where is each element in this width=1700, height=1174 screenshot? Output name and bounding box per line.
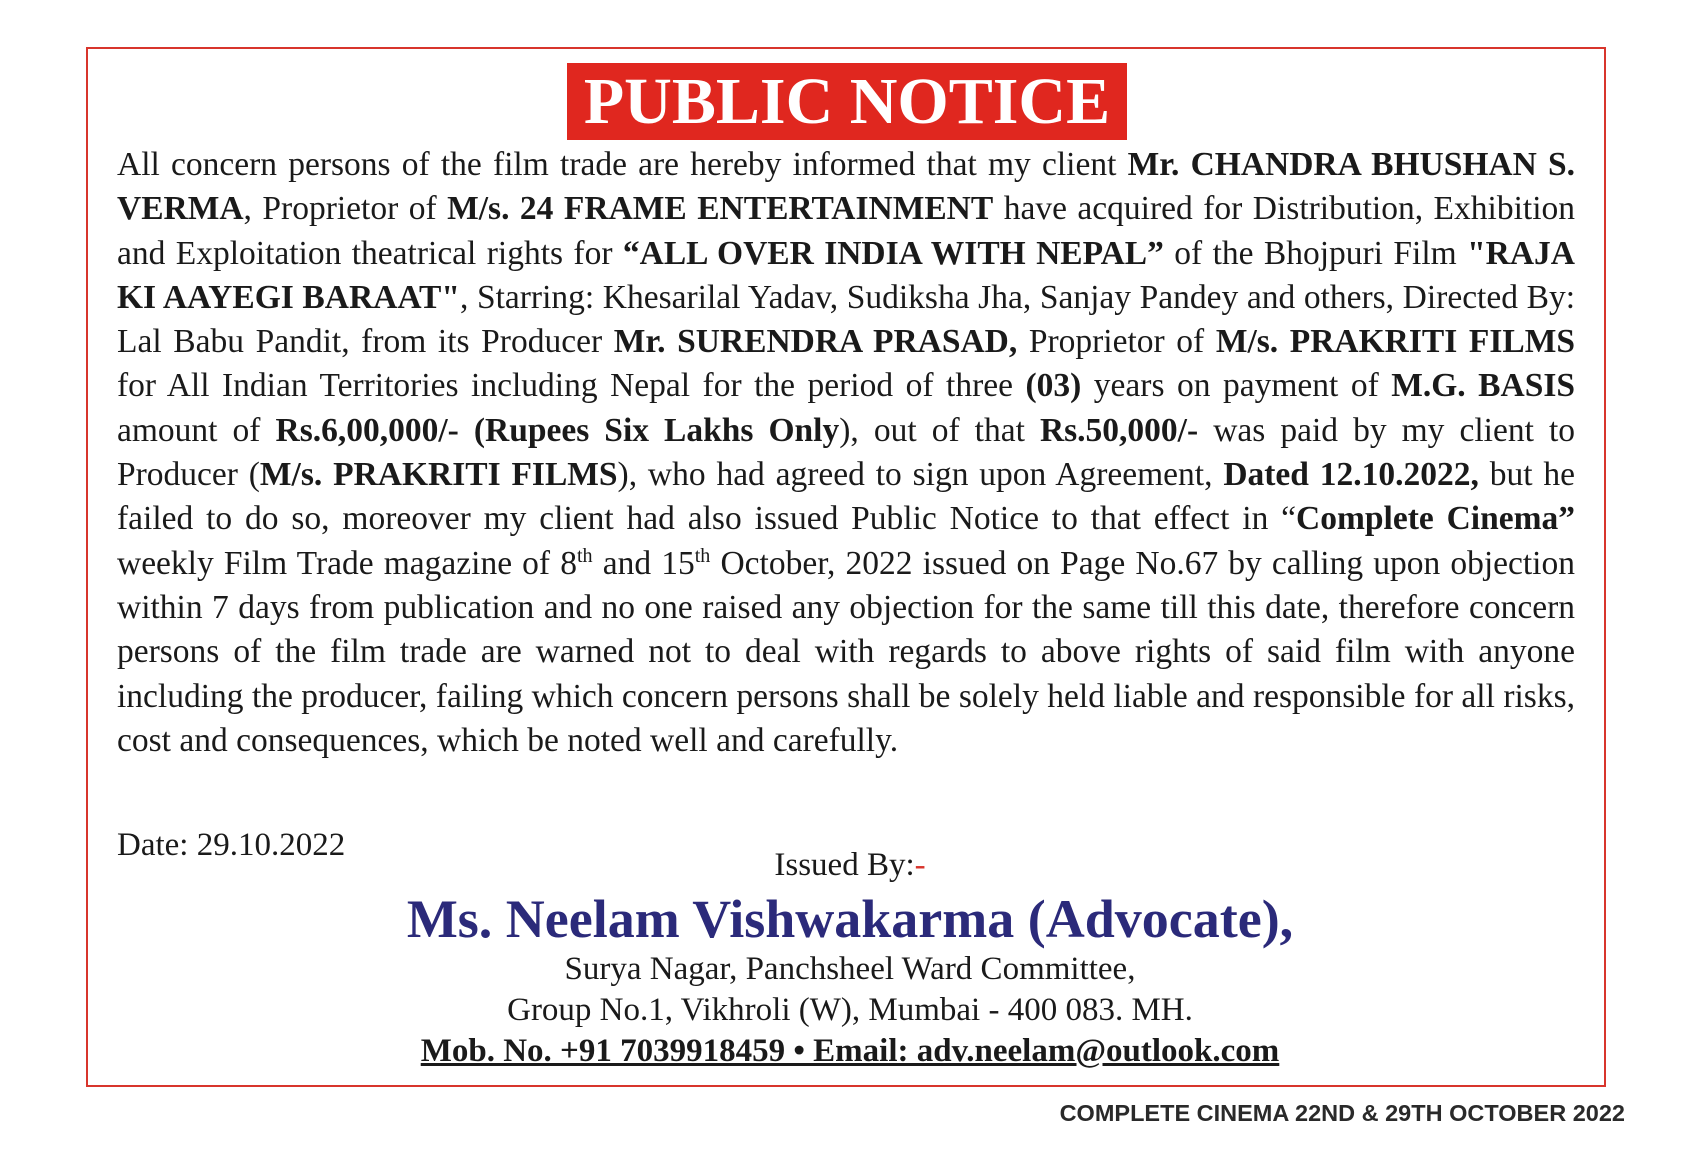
advocate-name: [0, 886, 1700, 952]
rights-territory: “ALL OVER INDIA WITH NEPAL”: [622, 234, 1164, 272]
advocate-name-text: Ms. Neelam Vishwakarma (Advocate): [406, 889, 1280, 949]
body-text-segment: October, 2022 issued on Page No.67 by calling upon objection within 7 days from publication and no one raised any objection for the same till this date, therefore concern persons of the film trade are warned not to deal with regards to above rights of said film with anyone including the producer, failing which concern persons shall be solely held liable and responsible for all risks, cost and consequences, which be noted well and carefully.: [117, 544, 1575, 759]
address-line-2: Group No.1, Vikhroli (W), Mumbai - 400 083. MH.: [507, 992, 1193, 1028]
advocate-name-comma: ,: [1279, 889, 1294, 949]
publication-credit: COMPLETE CINEMA 22ND & 29TH OCTOBER 2022: [1059, 1100, 1625, 1126]
body-text-segment: All concern persons of the film trade are hereby informed that my client: [117, 146, 1128, 183]
producer-company: M/s. PRAKRITI FILMS: [1215, 323, 1575, 361]
contact-details: Mob. No. +91 7039918459 • Email: adv.neelam@outlook.com: [420, 1033, 1280, 1069]
body-text-segment: of the Bhojpuri Film: [1163, 234, 1468, 272]
ordinal-suffix: th: [576, 544, 593, 567]
body-text-segment: Proprietor of: [1017, 323, 1216, 361]
issued-by-text: Issued By:: [774, 847, 915, 883]
producer-company-ref: M/s. PRAKRITI FILMS: [259, 456, 618, 494]
body-text-segment: have acquired for Distribution, Exhibition and Exploitation theatrical rights for: [117, 190, 1576, 272]
client-name: Mr. CHANDRA BHUSHAN S. VERMA: [117, 146, 1576, 228]
notice-body: [117, 143, 1575, 763]
notice-title: PUBLIC NOTICE: [567, 63, 1127, 140]
notice-date: Date: 29.10.2022: [117, 827, 346, 863]
ordinal-suffix: th: [694, 544, 711, 567]
period-years: (03): [1025, 367, 1082, 405]
magazine-name: Complete Cinema”: [1296, 500, 1575, 538]
body-text-segment: years on payment of: [1081, 367, 1392, 405]
total-amount: Rs.6,00,000/- (Rupees Six Lakhs Only: [275, 411, 840, 449]
address-line-1: Surya Nagar, Panchsheel Ward Committee,: [564, 951, 1136, 987]
body-text-segment: ), who had agreed to sign upon Agreement,: [617, 456, 1224, 494]
body-text-segment: for All Indian Territories including Nepal for the period of three: [117, 367, 1026, 405]
body-text-segment: weekly Film Trade magazine of 8: [117, 544, 577, 582]
body-text-segment: but he failed to do so, moreover my client had also issued Public Notice to that effect in “: [117, 456, 1575, 538]
issued-by-dash: -: [914, 847, 926, 883]
body-text-segment: amount of: [117, 411, 276, 449]
body-text-segment: , Starring: Khesarilal Yadav, Sudiksha Jha, Sanjay Pandey and others, Directed By: Lal Babu Pandit, from its Producer: [117, 278, 1575, 361]
paid-amount: Rs.50,000/-: [1039, 411, 1199, 449]
body-text-segment: and 15: [592, 544, 695, 582]
payment-basis: M.G. BASIS: [1391, 367, 1575, 405]
producer-name: Mr. SURENDRA PRASAD,: [613, 323, 1018, 361]
agreement-date: Dated 12.10.2022,: [1223, 456, 1479, 494]
body-text-segment: was paid by my client to Producer (: [117, 411, 1576, 494]
film-title: "RAJA KI AAYEGI BARAAT": [117, 234, 1575, 316]
body-text-segment: , Proprietor of: [243, 190, 448, 228]
issued-by-label: [0, 845, 1700, 885]
client-company: M/s. 24 FRAME ENTERTAINMENT: [447, 190, 994, 228]
body-text-segment: ), out of that: [839, 411, 1040, 449]
